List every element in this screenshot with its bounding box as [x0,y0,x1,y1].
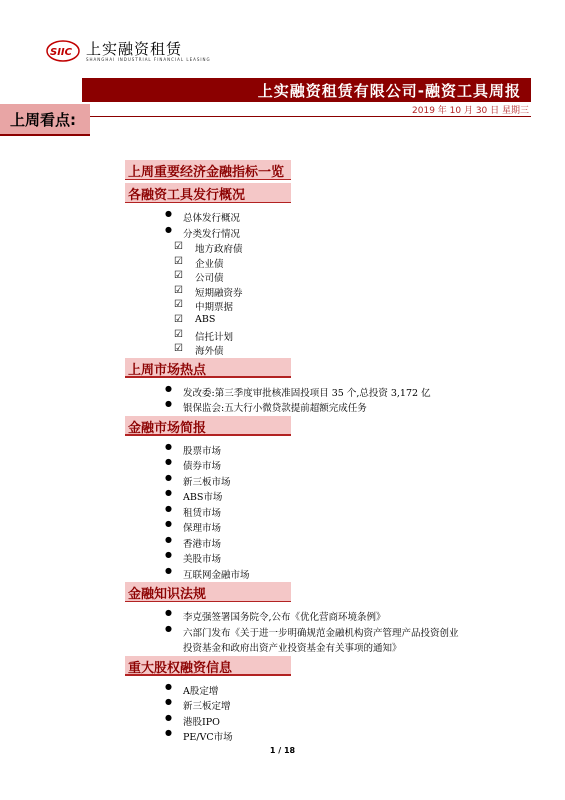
logo-subtitle: SHANGHAI INDUSTRIAL FINANCIAL LEASING [86,57,211,62]
list-item[interactable]: ● A股定增 [165,681,219,697]
sub-list-item[interactable]: ☑ 企业债 [174,255,224,270]
bullet-icon: ● [165,681,172,691]
bullet-icon: ● [165,712,172,722]
checkbox-icon: ☑ [174,328,183,340]
list-item[interactable]: ● 李克强签署国务院令,公布《优化营商环境条例》 [165,608,386,624]
list-item[interactable]: ● 租赁市场 [165,503,222,519]
list-item[interactable]: ● 分类发行情况 [165,224,241,240]
list-item[interactable]: ● 银保监会:五大行小微贷款提前超额完成任务 [165,399,367,415]
divider [82,116,531,117]
section-title: 金融知识法规 [128,587,207,603]
sub-list-item[interactable]: ☑ ABS [174,313,216,325]
checkbox-icon: ☑ [174,255,183,267]
section-title: 金融市场简报 [128,420,207,436]
list-item-continuation[interactable]: 投资基金和政府出资产业投资基金有关事项的通知》 [183,643,402,655]
checkbox-icon: ☑ [174,343,183,355]
list-item[interactable]: ● 香港市场 [165,534,222,550]
list-item[interactable]: ● 总体发行概况 [165,209,241,224]
table-of-contents [125,160,505,745]
section-title: 上周重要经济金融指标一览 [128,165,285,180]
report-title-bar [82,78,531,102]
section-title: 重大股权融资信息 [128,660,233,676]
section-heading[interactable] [125,160,505,180]
sub-list-item[interactable]: ☑ 中期票据 [174,299,234,314]
page-number: 1 / 18 [269,746,296,755]
checkbox-icon: ☑ [174,284,183,296]
logo-name: 上实融资租赁 [86,40,183,58]
list-item[interactable]: ● 互联网金融市场 [165,565,250,581]
list-item[interactable]: ● ABS市场 [165,488,223,504]
checkbox-icon: ☑ [174,270,183,282]
bullet-icon: ● [165,503,172,513]
bullet-icon: ● [165,457,172,467]
section-heading[interactable] [125,183,505,203]
overview-label: 上周看点: [10,111,76,129]
list-item[interactable]: ● 保理市场 [165,519,222,535]
bullet-icon: ● [165,534,172,544]
bullet-icon: ● [165,697,172,707]
list-item[interactable]: ● 六部门发布《关于进一步明确规范金融机构资产管理产品投资创业 [165,623,459,639]
bullet-icon: ● [165,608,172,618]
list-item[interactable]: ● 发改委:第三季度审批核准固投项目 35 个,总投资 3,172 亿 [165,383,431,399]
list-item[interactable]: ● 股票市场 [165,441,222,457]
svg-text:SIIC: SIIC [50,47,72,58]
section-heading[interactable] [125,582,505,602]
siic-logo-icon [46,40,80,62]
bullet-icon: ● [165,441,172,451]
bullet-icon: ● [165,565,172,575]
company-logo [46,38,211,70]
overview-label-box [0,104,90,136]
list-item[interactable]: ● 美股市场 [165,550,222,566]
list-item[interactable]: ● 债券市场 [165,457,222,473]
checkbox-icon: ☑ [174,241,183,252]
list-item[interactable]: ● 新三板市场 [165,472,231,488]
bullet-icon: ● [165,550,172,560]
section-heading[interactable] [125,358,505,378]
list-item[interactable]: ● 新三板定增 [165,697,231,713]
section-heading[interactable] [125,656,505,676]
section-title: 各融资工具发行概况 [128,188,246,203]
sub-list-item[interactable]: ☑ 信托计划 [174,328,234,343]
bullet-icon: ● [165,399,172,409]
bullet-icon: ● [165,224,172,234]
report-date: 2019 年 10 月 30 日 星期三 [412,106,529,116]
sub-list-item[interactable]: ☑ 公司债 [174,270,224,285]
bullet-icon: ● [165,472,172,482]
bullet-icon: ● [165,488,172,498]
bullet-icon: ● [165,209,172,218]
bullet-icon: ● [165,728,172,738]
sub-list-item[interactable]: ☑ 地方政府债 [174,241,243,255]
checkbox-icon: ☑ [174,299,183,311]
section-heading[interactable] [125,416,505,436]
sub-list-item[interactable]: ☑ 短期融资券 [174,284,243,299]
bullet-icon: ● [165,623,172,633]
list-item[interactable]: ● 港股IPO [165,712,220,728]
checkbox-icon: ☑ [174,313,183,325]
list-item[interactable]: ● PE/VC市场 [165,728,233,744]
bullet-icon: ● [165,519,172,529]
report-title: 上实融资租赁有限公司-融资工具周报 [257,82,521,100]
bullet-icon: ● [165,383,172,393]
section-title: 上周市场热点 [128,362,207,378]
sub-list-item[interactable]: ☑ 海外债 [174,343,224,358]
